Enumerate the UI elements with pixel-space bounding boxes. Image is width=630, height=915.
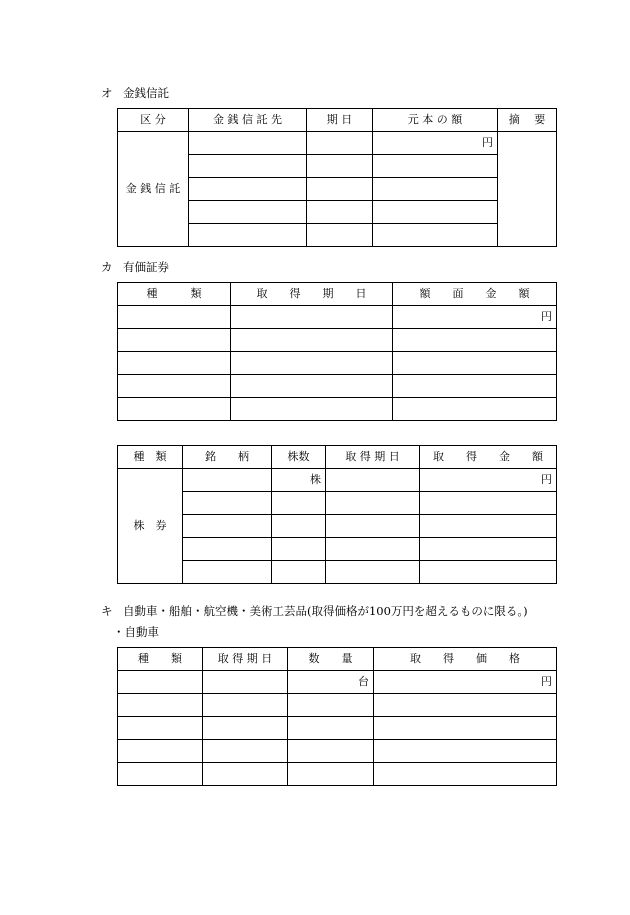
money-trust-table <box>117 108 557 247</box>
cell[interactable] <box>288 740 374 763</box>
cell[interactable] <box>374 740 557 763</box>
table-header-row <box>118 283 557 306</box>
cell[interactable] <box>393 352 557 375</box>
col-header: 区 分 <box>118 109 189 132</box>
cell[interactable] <box>203 671 288 694</box>
cell[interactable] <box>118 671 203 694</box>
cell[interactable] <box>272 561 326 584</box>
cell[interactable] <box>231 306 393 329</box>
cell[interactable] <box>189 201 307 224</box>
cell[interactable] <box>288 763 374 786</box>
table-row <box>118 375 557 398</box>
col-header: 取 得 期 日 <box>326 446 420 469</box>
cell[interactable] <box>393 398 557 421</box>
category-cell: 金 銭 信 託 <box>118 132 189 247</box>
section-ka-heading <box>101 259 169 275</box>
col-header: 種 類 <box>118 446 183 469</box>
cell[interactable] <box>373 178 498 201</box>
cell[interactable] <box>203 694 288 717</box>
cell[interactable] <box>183 538 272 561</box>
cell[interactable] <box>373 155 498 178</box>
col-header: 元 本 の 額 <box>373 109 498 132</box>
section-ki-subheading: ・自動車 <box>113 625 159 639</box>
cell[interactable] <box>183 561 272 584</box>
quantity-cell[interactable]: 台 <box>288 671 374 694</box>
cell[interactable] <box>374 717 557 740</box>
cell[interactable] <box>203 740 288 763</box>
table-header-row <box>118 648 557 671</box>
section-o-title: 金銭信託 <box>123 86 169 100</box>
cell[interactable] <box>118 398 231 421</box>
cell[interactable] <box>374 694 557 717</box>
col-header: 取 得 期 日 <box>231 283 393 306</box>
col-header: 銘 柄 <box>183 446 272 469</box>
table-row <box>118 469 557 492</box>
cell[interactable] <box>272 515 326 538</box>
cell[interactable] <box>118 306 231 329</box>
cell[interactable] <box>420 561 557 584</box>
cell[interactable] <box>231 329 393 352</box>
cell[interactable] <box>183 492 272 515</box>
col-header: 取 得 金 額 <box>420 446 557 469</box>
cell[interactable] <box>373 201 498 224</box>
cell[interactable] <box>373 224 498 247</box>
shares-cell[interactable]: 株 <box>272 469 326 492</box>
amount-cell[interactable]: 円 <box>393 306 557 329</box>
cell[interactable] <box>420 492 557 515</box>
cell[interactable] <box>374 763 557 786</box>
cell[interactable] <box>189 224 307 247</box>
table-row <box>118 538 557 561</box>
cell[interactable] <box>307 201 373 224</box>
amount-cell[interactable]: 円 <box>373 132 498 155</box>
cell[interactable] <box>393 329 557 352</box>
table-row <box>118 306 557 329</box>
cell[interactable] <box>118 763 203 786</box>
remarks-cell[interactable] <box>498 132 557 247</box>
cell[interactable] <box>393 375 557 398</box>
amount-cell[interactable]: 円 <box>420 469 557 492</box>
section-ka-title: 有価証券 <box>123 260 169 274</box>
cell[interactable] <box>326 492 420 515</box>
cell[interactable] <box>307 224 373 247</box>
cell[interactable] <box>288 717 374 740</box>
table-row <box>118 671 557 694</box>
cell[interactable] <box>203 763 288 786</box>
cell[interactable] <box>420 538 557 561</box>
cell[interactable] <box>118 717 203 740</box>
cell[interactable] <box>272 492 326 515</box>
cell[interactable] <box>118 740 203 763</box>
section-o-mark: オ <box>101 86 113 100</box>
col-header: 株数 <box>272 446 326 469</box>
amount-cell[interactable]: 円 <box>374 671 557 694</box>
cell[interactable] <box>183 469 272 492</box>
stocks-table <box>117 445 557 584</box>
securities-table <box>117 282 557 421</box>
cell[interactable] <box>231 375 393 398</box>
table-row <box>118 132 557 155</box>
col-header: 取 得 価 格 <box>374 648 557 671</box>
table-header-row <box>118 446 557 469</box>
table-row <box>118 492 557 515</box>
cell[interactable] <box>118 375 231 398</box>
cell[interactable] <box>326 515 420 538</box>
col-header: 種 類 <box>118 283 231 306</box>
section-ki-mark: キ <box>101 604 113 618</box>
cell[interactable] <box>307 132 373 155</box>
vehicles-table <box>117 647 557 786</box>
table-row <box>118 515 557 538</box>
col-header: 金 銭 信 託 先 <box>189 109 307 132</box>
cell[interactable] <box>203 717 288 740</box>
col-header: 額 面 金 額 <box>393 283 557 306</box>
table-row <box>118 763 557 786</box>
table-row <box>118 717 557 740</box>
section-ki-title: 自動車・船舶・航空機・美術工芸品(取得価格が100万円を超えるものに限る。) <box>123 604 528 618</box>
cell[interactable] <box>118 352 231 375</box>
col-header: 取 得 期 日 <box>203 648 288 671</box>
table-row <box>118 740 557 763</box>
cell[interactable] <box>326 469 420 492</box>
col-header: 期 日 <box>307 109 373 132</box>
cell[interactable] <box>307 178 373 201</box>
cell[interactable] <box>326 538 420 561</box>
section-o-heading <box>101 85 169 101</box>
cell[interactable] <box>288 694 374 717</box>
table-row <box>118 352 557 375</box>
cell[interactable] <box>189 155 307 178</box>
col-header: 種 類 <box>118 648 203 671</box>
table-row <box>118 398 557 421</box>
cell[interactable] <box>189 178 307 201</box>
table-row <box>118 694 557 717</box>
table-row <box>118 329 557 352</box>
cell[interactable] <box>183 515 272 538</box>
cell[interactable] <box>307 155 373 178</box>
category-cell: 株 券 <box>118 469 183 584</box>
table-header-row <box>118 109 557 132</box>
cell[interactable] <box>189 132 307 155</box>
cell[interactable] <box>231 398 393 421</box>
cell[interactable] <box>326 561 420 584</box>
section-ki-heading <box>101 603 528 619</box>
cell[interactable] <box>118 329 231 352</box>
cell[interactable] <box>420 515 557 538</box>
cell[interactable] <box>118 694 203 717</box>
section-ka-mark: カ <box>101 260 113 274</box>
cell[interactable] <box>231 352 393 375</box>
table-row <box>118 561 557 584</box>
cell[interactable] <box>272 538 326 561</box>
col-header: 摘 要 <box>498 109 557 132</box>
col-header: 数 量 <box>288 648 374 671</box>
